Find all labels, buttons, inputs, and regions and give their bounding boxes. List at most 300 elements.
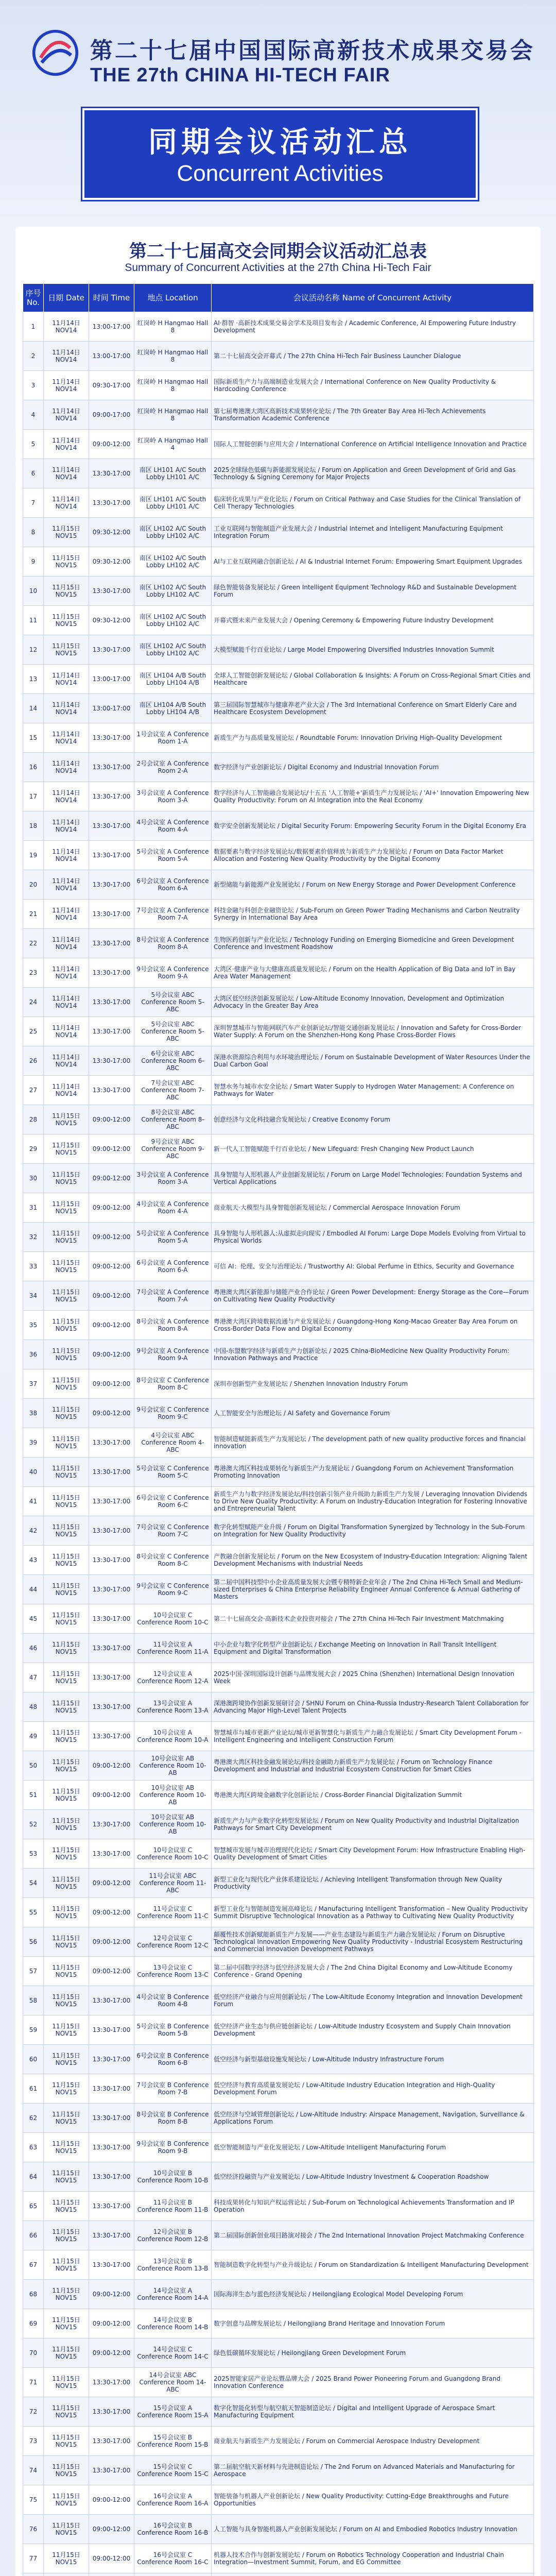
row-no: 63 xyxy=(23,2133,44,2162)
table-row xyxy=(23,1399,534,1428)
row-location: 9号会议室 ABC Conference Room 9-ABC xyxy=(134,1134,212,1164)
row-activity-name: 粤港澳大湾区跨境金融数字化创新论坛 / Cross-Border Financial Digitalization Summit xyxy=(212,1781,534,1810)
row-location: 12号会议室 C Conference Room 12-C xyxy=(134,1927,212,1957)
row-activity-name: 粤港澳大湾区科技成果转化与新质生产力发展论坛 / Guangdong Forum on Achievement Transformation Promoting Innovation xyxy=(212,1458,534,1487)
row-activity-name: 智慧水务与城市水安全论坛 / Smart Water Supply to Hydrogen Water Management: A Conference on Pathways for Water xyxy=(212,1076,534,1105)
row-time: 09:00-12:00 xyxy=(89,430,134,459)
row-activity-name: 具身智能与人形机器人产业创新发展论坛 / Forum on Large Model Technologies: Foundation Systems and Vertical Applications xyxy=(212,1164,534,1193)
row-date: 11月15日 NOV15 xyxy=(44,1281,89,1311)
row-no: 5 xyxy=(23,430,44,459)
row-no: 75 xyxy=(23,2485,44,2515)
row-activity-name: 第二届航空航天新材料与先进制造论坛 / The 2nd Forum on Advanced Materials and Manufacturing for Aerospace xyxy=(212,2456,534,2485)
row-activity-name: 科技成果转化与知识产权运营论坛 / Sub-Forum on Technological Achievements Transformation and IP Operation xyxy=(212,2192,534,2221)
row-location: 南区 LH102 A/C South Lobby LH102 A/C xyxy=(134,547,212,577)
row-location: 13号会议室 B Conference Room 13-B xyxy=(134,2250,212,2280)
row-activity-name: 数字化转型赋能产业升级 / Forum on Digital Transformation Synergized by Technology in the Sub-Forum on Integration for New Quality Productivity xyxy=(212,1516,534,1546)
row-time: 13:30-17:00 xyxy=(89,1017,134,1046)
row-date: 11月15日 NOV15 xyxy=(44,2544,89,2573)
row-no: 19 xyxy=(23,841,44,870)
row-date: 11月15日 NOV15 xyxy=(44,1223,89,1252)
row-time: 13:30-17:00 xyxy=(89,2074,134,2104)
row-time: 09:00-12:00 xyxy=(89,1957,134,1986)
row-location: 8号会议室 A Conference Room 8-A xyxy=(134,929,212,958)
row-time: 13:30-17:00 xyxy=(89,1722,134,1751)
row-no: 54 xyxy=(23,1869,44,1898)
table-row xyxy=(23,2338,534,2368)
row-date: 11月15日 NOV15 xyxy=(44,1487,89,1516)
row-location: 6号会议室 B Conference Room 6-B xyxy=(134,2045,212,2074)
row-no: 24 xyxy=(23,988,44,1017)
table-row xyxy=(23,1017,534,1046)
row-no: 45 xyxy=(23,1604,44,1634)
row-time: 13:30-17:00 xyxy=(89,2221,134,2250)
row-activity-name: 大湾区·健康产业与大健康高质量发展论坛 / Forum on the Health Application of Big Data and IoT in Bay Area Water Management xyxy=(212,958,534,988)
row-time: 13:30-17:00 xyxy=(89,841,134,870)
row-activity-name: 新一代人工智能赋能千行百业论坛 / New Lifeguard: Fresh Changing New Product Launch xyxy=(212,1134,534,1164)
row-location: 10号会议室 C Conference Room 10-C xyxy=(134,1604,212,1634)
row-date: 11月15日 NOV15 xyxy=(44,2515,89,2544)
row-activity-name: 国际新质生产力与高端制造业发展大会 / International Conference on New Quality Productivity & Hardcoding Conference xyxy=(212,371,534,400)
row-activity-name: 第二届中国数字经济与低空经济发展大会 / The 2nd China Digital Economy and Low-Altitude Economy Conference - Grand Opening xyxy=(212,1957,534,1986)
row-activity-name: 数字经济与人工智能融合发展论坛/十五五 '人工智能+'新质生产力发展论坛 / 'AI+' Innovation Empowering New Quality Productivity: Forum on AI Integration into the Real Economy xyxy=(212,782,534,811)
row-date: 11月14日 NOV14 xyxy=(44,988,89,1017)
row-no: 18 xyxy=(23,811,44,841)
row-activity-name: 绿色智能装备发展论坛 / Green Intelligent Equipment Technology R&D and Sustainable Development Forum xyxy=(212,577,534,606)
table-row xyxy=(23,2250,534,2280)
row-location: 12号会议室 B Conference Room 12-B xyxy=(134,2221,212,2250)
row-date: 11月15日 NOV15 xyxy=(44,577,89,606)
row-time: 13:30-17:00 xyxy=(89,1046,134,1076)
row-date: 11月15日 NOV15 xyxy=(44,1134,89,1164)
table-row xyxy=(23,400,534,430)
row-time: 13:30-17:00 xyxy=(89,1428,134,1458)
table-row xyxy=(23,2515,534,2544)
row-time: 09:00-12:00 xyxy=(89,1193,134,1223)
row-time: 09:00-12:00 xyxy=(89,1369,134,1399)
row-date: 11月15日 NOV15 xyxy=(44,1575,89,1604)
banner-title-en: Concurrent Activities xyxy=(177,161,384,186)
row-location: 4号会议室 ABC Conference Room 4-ABC xyxy=(134,1428,212,1458)
row-no: 14 xyxy=(23,694,44,723)
table-row xyxy=(23,1722,534,1751)
row-location: 2号会议室 A Conference Room 2-A xyxy=(134,753,212,782)
table-row xyxy=(23,1898,534,1927)
header-date: 日期 Date xyxy=(44,284,89,312)
row-location: 7号会议室 ABC Conference Room 7-ABC xyxy=(134,1076,212,1105)
row-activity-name: 低空经济与空域管理创新论坛 / Low-Altitude Industry: Airspace Management, Navigation, Surveillance & Applications Forum xyxy=(212,2104,534,2133)
table-row xyxy=(23,2427,534,2456)
row-date xyxy=(44,2573,89,2576)
row-time: 13:30-17:00 xyxy=(89,1810,134,1839)
row-time: 13:00-17:00 xyxy=(89,694,134,723)
table-body xyxy=(23,312,534,2576)
row-date: 11月14日 NOV14 xyxy=(44,841,89,870)
table-row xyxy=(23,1340,534,1369)
row-location: 3号会议室 A Conference Room 3-A xyxy=(134,782,212,811)
row-time: 13:30-17:00 xyxy=(89,2368,134,2397)
header xyxy=(0,0,556,216)
row-time: 09:00-12:00 xyxy=(89,1869,134,1898)
row-activity-name: 新型工业化与智能制造发展高峰论坛 / Manufacturing Intelligent Transformation – New Quality Productivity Summit Disruptive Technological Innovation as a Pathway to Cultivating New Quality Productivity xyxy=(212,1898,534,1927)
chtf-logo-icon xyxy=(31,28,80,77)
table-row xyxy=(23,841,534,870)
row-time: 13:30-17:00 xyxy=(89,1663,134,1692)
row-no: 65 xyxy=(23,2192,44,2221)
row-time: 13:30-17:00 xyxy=(89,811,134,841)
table-row xyxy=(23,2544,534,2573)
row-time: 09:00-12:00 xyxy=(89,1781,134,1810)
row-time: 09:00-12:00 xyxy=(89,1399,134,1428)
table-row xyxy=(23,1986,534,2015)
table-row xyxy=(23,459,534,488)
table-row xyxy=(23,1193,534,1223)
table-row xyxy=(23,1604,534,1634)
row-time: 09:30-17:00 xyxy=(89,371,134,400)
row-location: 12号会议室 A Conference Room 12-A xyxy=(134,1663,212,1692)
row-date: 11月15日 NOV15 xyxy=(44,2192,89,2221)
row-activity-name: 绿色低碳循环发展论坛 / Heilongjiang Green Development Forum xyxy=(212,2338,534,2368)
row-location: 5号会议室 B Conference Room 5-B xyxy=(134,2015,212,2045)
table-row xyxy=(23,2280,534,2309)
row-no: 56 xyxy=(23,1927,44,1957)
row-date: 11月15日 NOV15 xyxy=(44,1957,89,1986)
row-activity-name: 第二十七届高交会·高新技术企业投资对接会 / The 27th China Hi-Tech Fair Investment Matchmaking xyxy=(212,1604,534,1634)
row-activity-name: 工业互联网与智能制造产业发展大会 / Industrial Internet and Intelligent Manufacturing Equipment Integration Forum xyxy=(212,518,534,547)
row-no: 29 xyxy=(23,1134,44,1164)
table-row xyxy=(23,900,534,929)
row-location: 3号会议室 A Conference Room 3-A xyxy=(134,1164,212,1193)
row-time: 13:30-17:00 xyxy=(89,1839,134,1869)
table-row xyxy=(23,1663,534,1692)
row-no: 51 xyxy=(23,1781,44,1810)
row-time: 09:00-12:00 xyxy=(89,1105,134,1134)
row-no: 37 xyxy=(23,1369,44,1399)
row-location: 6号会议室 ABC Conference Room 6-ABC xyxy=(134,1046,212,1076)
row-date: 11月15日 NOV15 xyxy=(44,1663,89,1692)
row-location: 5号会议室 C Conference Room 5-C xyxy=(134,1458,212,1487)
row-activity-name: 中小企业与数字化转型产业创新论坛 / Exchange Meeting on Innovation in Rail Transit Intelligent Equipment and Digital Transformation xyxy=(212,1634,534,1663)
row-location: 红岗岭 H Hangmao Hall 8 xyxy=(134,400,212,430)
row-location: 14号会议室 ABC Conference Room 14-ABC xyxy=(134,2368,212,2397)
row-location xyxy=(134,2573,212,2576)
row-activity-name: 机器人技术合作与创新发展论坛 / Forum on Robotics Technology Cooperation and Industrial Chain Integration—Investment Summit, Forum, and EG Committee xyxy=(212,2544,534,2573)
row-location: 15号会议室 B Conference Room 15-B xyxy=(134,2427,212,2456)
row-location: 16号会议室 A Conference Room 16-A xyxy=(134,2485,212,2515)
row-location: 6号会议室 A Conference Room 6-A xyxy=(134,1252,212,1281)
row-location: 15号会议室 A Conference Room 15-A xyxy=(134,2397,212,2427)
row-activity-name: 深港水资源综合利用与水环境治理论坛 / Forum on Sustainable Development of Water Resources Under the Dual Carbon Goal xyxy=(212,1046,534,1076)
row-time: 09:00-12:00 xyxy=(89,1134,134,1164)
row-time: 13:30-17:00 xyxy=(89,1692,134,1722)
row-date: 11月15日 NOV15 xyxy=(44,2456,89,2485)
table-row xyxy=(23,577,534,606)
table-row xyxy=(23,1105,534,1134)
row-time: 13:30-17:00 xyxy=(89,988,134,1017)
row-no: 10 xyxy=(23,577,44,606)
row-no: 35 xyxy=(23,1311,44,1340)
row-time: 09:00-12:00 xyxy=(89,1751,134,1781)
table-row xyxy=(23,1369,534,1399)
row-time: 09:00-12:00 xyxy=(89,1927,134,1957)
row-date: 11月15日 NOV15 xyxy=(44,606,89,635)
row-time: 09:00-12:00 xyxy=(89,2280,134,2309)
row-time: 13:30-17:00 xyxy=(89,1575,134,1604)
row-activity-name: 数字经济与产业创新论坛 / Digital Economy and Industrial Innovation Forum xyxy=(212,753,534,782)
table-row xyxy=(23,2162,534,2192)
row-no: 30 xyxy=(23,1164,44,1193)
row-date: 11月15日 NOV15 xyxy=(44,2074,89,2104)
row-activity-name: 第二十七届高交会开幕式 / The 27th China Hi-Tech Fair Business Launcher Dialogue xyxy=(212,342,534,371)
row-time: 13:30-17:00 xyxy=(89,2192,134,2221)
row-location: 7号会议室 A Conference Room 7-A xyxy=(134,900,212,929)
row-time: 09:30-12:00 xyxy=(89,547,134,577)
row-no: 77 xyxy=(23,2544,44,2573)
table-row xyxy=(23,1164,534,1193)
row-no: 27 xyxy=(23,1076,44,1105)
row-no: 66 xyxy=(23,2221,44,2250)
row-time: 09:00-12:00 xyxy=(89,2485,134,2515)
table-row xyxy=(23,958,534,988)
row-time: 13:30-17:00 xyxy=(89,1986,134,2015)
row-time: 13:30-17:00 xyxy=(89,929,134,958)
row-location: 5号会议室 A Conference Room 5-A xyxy=(134,1223,212,1252)
row-no: 15 xyxy=(23,723,44,753)
row-location: 8号会议室 C Conference Room 8-C xyxy=(134,1546,212,1575)
row-date: 11月15日 NOV15 xyxy=(44,547,89,577)
row-location: 南区 LH102 A/C South Lobby LH102 A/C xyxy=(134,577,212,606)
row-location: 4号会议室 B Conference Room 4-B xyxy=(134,1986,212,2015)
row-activity-name: 新型工业化与现代化产业体系建设论坛 / Achieving Intelligent Transformation through New Quality Productivity xyxy=(212,1869,534,1898)
row-location: 红岗岭 H Hangmao Hall 8 xyxy=(134,342,212,371)
row-activity-name: 低空经济投融资与产业发展论坛 / Low-Altitude Industry Investment & Cooperation Roadshow xyxy=(212,2162,534,2192)
row-location: 9号会议室 A Conference Room 9-A xyxy=(134,958,212,988)
row-time: 09:00-12:00 xyxy=(89,1223,134,1252)
table-row xyxy=(23,694,534,723)
row-time xyxy=(89,2573,134,2576)
row-location: 红岗岭 H Hangmao Hall 8 xyxy=(134,312,212,342)
row-no: 69 xyxy=(23,2309,44,2338)
table-row xyxy=(23,2485,534,2515)
row-time: 13:30-17:00 xyxy=(89,2427,134,2456)
row-date: 11月15日 NOV15 xyxy=(44,2397,89,2427)
table-row xyxy=(23,342,534,371)
row-location: 6号会议室 A Conference Room 6-A xyxy=(134,870,212,900)
row-no: 62 xyxy=(23,2104,44,2133)
row-date: 11月14日 NOV14 xyxy=(44,1017,89,1046)
row-location: 南区 LH104 A/B South Lobby LH104 A/B xyxy=(134,665,212,694)
table-row xyxy=(23,1692,534,1722)
row-no: 12 xyxy=(23,635,44,665)
row-date: 11月15日 NOV15 xyxy=(44,2368,89,2397)
row-date: 11月15日 NOV15 xyxy=(44,1105,89,1134)
row-location: 8号会议室 C Conference Room 8-C xyxy=(134,1369,212,1399)
table-row xyxy=(23,1311,534,1340)
row-location: 南区 LH101 A/C South Lobby LH101 A/C xyxy=(134,488,212,518)
row-activity-name: 低空经济与教育高质量发展论坛 / Low-Altitude Industry Education Integration and High-Quality Development Forum xyxy=(212,2074,534,2104)
row-date: 11月15日 NOV15 xyxy=(44,1781,89,1810)
row-date: 11月15日 NOV15 xyxy=(44,2162,89,2192)
row-activity-name: 产教融合创新发展论坛 / Forum on the New Ecosystem of Industry-Education Integration: Aligning Talent Development Mechanisms with Industrial Needs xyxy=(212,1546,534,1575)
row-date: 11月15日 NOV15 xyxy=(44,2250,89,2280)
row-date: 11月15日 NOV15 xyxy=(44,1634,89,1663)
table-row xyxy=(23,488,534,518)
row-date: 11月14日 NOV14 xyxy=(44,782,89,811)
row-no: 74 xyxy=(23,2456,44,2485)
row-date: 11月14日 NOV14 xyxy=(44,723,89,753)
row-date: 11月14日 NOV14 xyxy=(44,900,89,929)
row-date: 11月15日 NOV15 xyxy=(44,1164,89,1193)
row-location: 南区 LH101 A/C South Lobby LH101 A/C xyxy=(134,459,212,488)
row-location: 13号会议室 A Conference Room 13-A xyxy=(134,1692,212,1722)
row-activity-name: 低空经济与新型基础设施发展论坛 / Low-Altitude Industry Infrastructure Forum xyxy=(212,2045,534,2074)
row-time: 13:30-17:00 xyxy=(89,1487,134,1516)
row-location: 7号会议室 B Conference Room 7-B xyxy=(134,2074,212,2104)
row-no: 31 xyxy=(23,1193,44,1223)
row-activity-name xyxy=(212,2573,534,2576)
activities-table-card xyxy=(15,227,541,2576)
row-activity-name: 国际海洋生态与蓝色经济发展论坛 / Heilongjiang Ecological Model Developing Forum xyxy=(212,2280,534,2309)
table-row xyxy=(23,723,534,753)
row-activity-name: 数字创意与品牌发展论坛 / Heilongjiang Brand Heritage and Innovation Forum xyxy=(212,2309,534,2338)
row-time: 13:30-17:00 xyxy=(89,577,134,606)
row-activity-name: 第二届中国科技型中小企业高质量发展大会暨专精特新企业年会 / The 2nd China Hi-Tech Small and Medium-sized Enterprises & China Enterprise Reliability Engineer Annual Conference & Annual Gathering of Masters xyxy=(212,1575,534,1604)
row-time: 13:30-17:00 xyxy=(89,1516,134,1546)
row-no: 53 xyxy=(23,1839,44,1869)
table-row xyxy=(23,2045,534,2074)
row-location: 10号会议室 AB Conference Room 10-AB xyxy=(134,1810,212,1839)
row-time: 09:00-17:00 xyxy=(89,400,134,430)
row-activity-name: 第三届国际智慧城市与健康养老产业大会 / The 3rd International Conference on Smart Elderly Care and Healthcare Ecosystem Development xyxy=(212,694,534,723)
row-no: 9 xyxy=(23,547,44,577)
row-no: 46 xyxy=(23,1634,44,1663)
fair-title-cn: 第二十七届中国国际高新技术成果交易会 xyxy=(90,38,535,64)
row-time: 13:30-17:00 xyxy=(89,782,134,811)
row-activity-name: 国际人工智能创新与应用大会 / International Conference on Artificial Intelligence Innovation and Practice xyxy=(212,430,534,459)
row-no: 72 xyxy=(23,2397,44,2427)
row-location: 13号会议室 C Conference Room 13-C xyxy=(134,1957,212,1986)
row-date: 11月14日 NOV14 xyxy=(44,400,89,430)
row-activity-name: 新型储能与新能源产业发展论坛 / Forum on New Energy Storage and Power Development Conference xyxy=(212,870,534,900)
row-no: 17 xyxy=(23,782,44,811)
table-row xyxy=(23,1957,534,1986)
row-location: 5号会议室 A Conference Room 5-A xyxy=(134,841,212,870)
row-location: 7号会议室 C Conference Room 7-C xyxy=(134,1516,212,1546)
row-time: 13:30-17:00 xyxy=(89,635,134,665)
row-no: 11 xyxy=(23,606,44,635)
row-date: 11月14日 NOV14 xyxy=(44,811,89,841)
row-activity-name: 深圳市创新型产业发展论坛 / Shenzhen Innovation Industry Forum xyxy=(212,1369,534,1399)
row-no: 67 xyxy=(23,2250,44,2280)
row-date: 11月15日 NOV15 xyxy=(44,518,89,547)
row-time: 13:30-17:00 xyxy=(89,958,134,988)
table-row xyxy=(23,2015,534,2045)
row-date: 11月15日 NOV15 xyxy=(44,1516,89,1546)
row-time: 13:30-17:00 xyxy=(89,900,134,929)
row-location: 9号会议室 C Conference Room 9-C xyxy=(134,1575,212,1604)
row-activity-name: 人工智能与具身智能机器人产业创新发展论坛 / Forum on AI and Embodied Robotics Industry Innovation xyxy=(212,2515,534,2544)
row-activity-name: 具身智能与人形机器人:从虚拟走向现实 / Embodied AI Forum: Large Dope Models Evolving from Virtual to Physical Worlds xyxy=(212,1223,534,1252)
row-time: 09:00-12:00 xyxy=(89,1340,134,1369)
row-location: 红岗岭 H Hangmao Hall 8 xyxy=(134,371,212,400)
row-no: 70 xyxy=(23,2338,44,2368)
row-activity-name: 临床转化成果与产业化论坛 / Forum on Critical Pathway and Case Studies for the Clinical Translation of Cell Therapy Technologies xyxy=(212,488,534,518)
row-location: 8号会议室 A Conference Room 8-A xyxy=(134,1311,212,1340)
row-activity-name: 低空智能制造与产业化发展论坛 / Low-Altitude Intelligent Manufacturing Forum xyxy=(212,2133,534,2162)
row-date: 11月15日 NOV15 xyxy=(44,1546,89,1575)
row-date: 11月15日 NOV15 xyxy=(44,1311,89,1340)
row-time: 13:30-17:00 xyxy=(89,1458,134,1487)
table-row xyxy=(23,2368,534,2397)
row-activity-name: 商业航天与新质生产力发展论坛 / Forum on Commercial Aerospace Industry Development xyxy=(212,2427,534,2456)
table-row xyxy=(23,1839,534,1869)
row-no: 50 xyxy=(23,1751,44,1781)
table-row xyxy=(23,1046,534,1076)
table-row xyxy=(23,1516,534,1546)
row-location: 8号会议室 ABC Conference Room 8-ABC xyxy=(134,1105,212,1134)
row-location: 11号会议室 C Conference Room 11-C xyxy=(134,1898,212,1927)
header-no: 序号 No. xyxy=(23,284,44,312)
row-location: 6号会议室 C Conference Room 6-C xyxy=(134,1487,212,1516)
row-activity-name: 科技金融与科创企业融资论坛 / Sub-Forum on Green Power Trading Mechanisms and Carbon Neutrality Synergy in International Bay Area xyxy=(212,900,534,929)
row-no: 47 xyxy=(23,1663,44,1692)
row-activity-name: 生物医药创新与产业化论坛 / Technology Funding on Emerging Biomedicine and Green Development Conference and Investment Roadshow xyxy=(212,929,534,958)
row-time: 09:00-12:00 xyxy=(89,1311,134,1340)
section-banner xyxy=(82,108,478,200)
row-location: 7号会议室 A Conference Room 7-A xyxy=(134,1281,212,1311)
row-no: 38 xyxy=(23,1399,44,1428)
row-location: 16号会议室 B Conference Room 16-B xyxy=(134,2515,212,2544)
row-location: 9号会议室 A Conference Room 9-A xyxy=(134,1340,212,1369)
row-time: 13:30-17:00 xyxy=(89,2015,134,2045)
row-time: 09:00-12:00 xyxy=(89,1281,134,1311)
table-row xyxy=(23,371,534,400)
table-row xyxy=(23,2104,534,2133)
row-date: 11月15日 NOV15 xyxy=(44,1399,89,1428)
table-row xyxy=(23,1575,534,1604)
row-no: 60 xyxy=(23,2045,44,2074)
row-time: 13:30-17:00 xyxy=(89,2397,134,2427)
row-no: 61 xyxy=(23,2074,44,2104)
row-no: 52 xyxy=(23,1810,44,1839)
row-location: 南区 LH102 A/C South Lobby LH102 A/C xyxy=(134,635,212,665)
row-location: 16号会议室 C Conference Room 16-C xyxy=(134,2544,212,2573)
row-time: 13:30-17:00 xyxy=(89,2045,134,2074)
row-no: 16 xyxy=(23,753,44,782)
row-date: 11月15日 NOV15 xyxy=(44,1604,89,1634)
row-no: 42 xyxy=(23,1516,44,1546)
row-date: 11月15日 NOV15 xyxy=(44,1252,89,1281)
row-location: 5号会议室 ABC Conference Room 5-ABC xyxy=(134,988,212,1017)
row-date: 11月15日 NOV15 xyxy=(44,1369,89,1399)
row-date: 11月14日 NOV14 xyxy=(44,342,89,371)
row-activity-name: 粤港澳大湾区新能源与储能产业合作论坛 / Green Power Development: Energy Storage as the Core—Forum on Cultivating New Quality Productivity xyxy=(212,1281,534,1311)
row-time: 13:30-17:00 xyxy=(89,2104,134,2133)
row-date: 11月14日 NOV14 xyxy=(44,1046,89,1076)
row-activity-name: 智慧城市与城市更新产业论坛/城市更新智慧化与新质生产力融合发展论坛 / Smart City Development Forum - Intelligent Engineering and Intelligent Construction Forum xyxy=(212,1722,534,1751)
row-date: 11月14日 NOV14 xyxy=(44,665,89,694)
row-location: 红岗岭 A Hangmao Hall 4 xyxy=(134,430,212,459)
row-no xyxy=(23,2573,44,2576)
row-time: 13:30-17:00 xyxy=(89,459,134,488)
row-no: 39 xyxy=(23,1428,44,1458)
row-no: 4 xyxy=(23,400,44,430)
row-location: 10号会议室 B Conference Room 10-B xyxy=(134,2162,212,2192)
row-location: 14号会议室 B Conference Room 14-B xyxy=(134,2309,212,2338)
row-no: 44 xyxy=(23,1575,44,1604)
row-no: 7 xyxy=(23,488,44,518)
row-activity-name: 第七届粤港澳大湾区高新技术成果转化论坛 / The 7th Greater Bay Area Hi-Tech Achievements Transformation Academic Conference xyxy=(212,400,534,430)
row-no: 76 xyxy=(23,2515,44,2544)
